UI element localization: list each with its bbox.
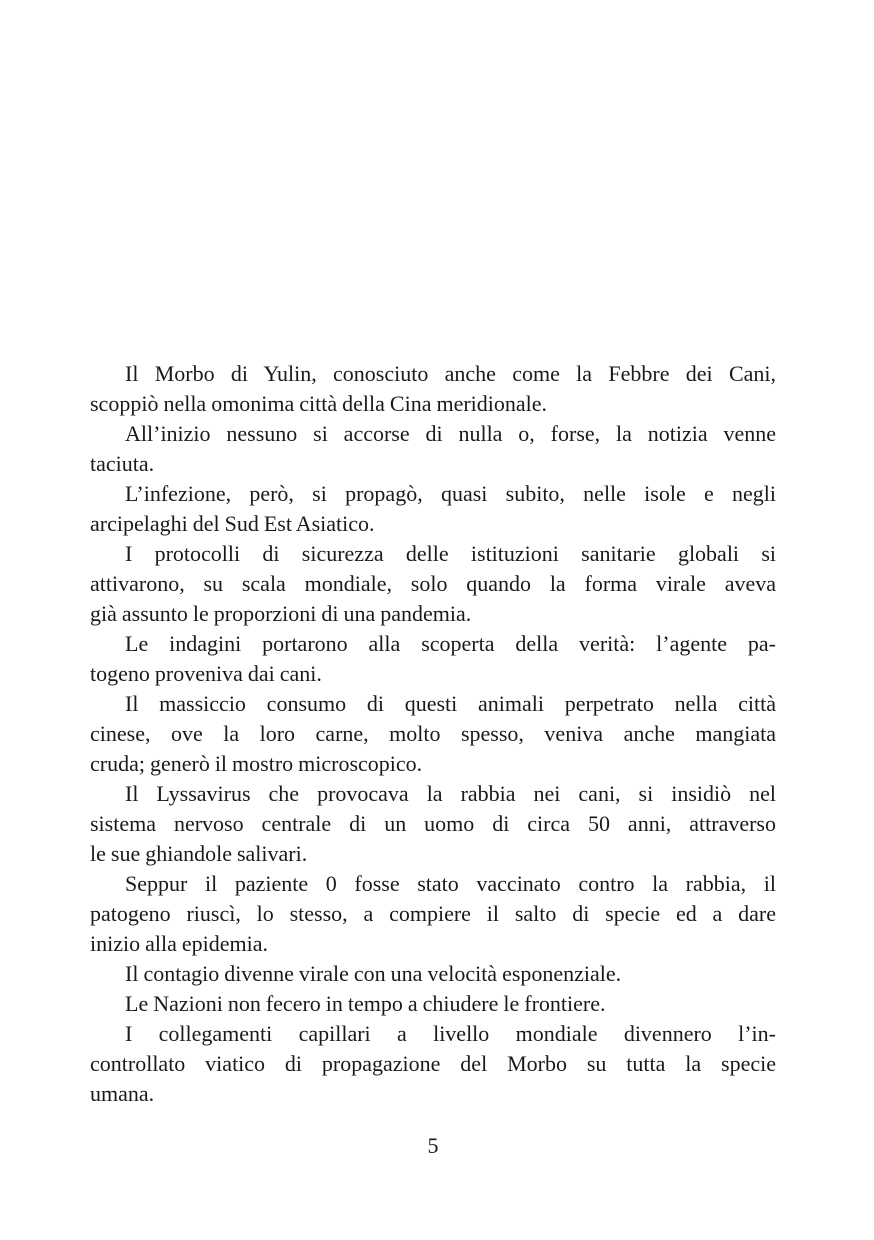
text-line: patogeno riuscì, lo stesso, a compiere il salto di specie ed a dare [90,901,776,926]
text-line: Il massiccio consumo di questi animali perpetrato nella città [125,691,776,716]
paragraph [90,419,776,479]
text-line: inizio alla epidemia. [90,931,268,956]
paragraph [90,869,776,959]
text-line: Seppur il paziente 0 fosse stato vaccinato contro la rabbia, il [125,871,776,896]
text-line: arcipelaghi del Sud Est Asiatico. [90,511,375,536]
paragraph [90,989,776,1019]
paragraph [90,1019,776,1109]
text-line: attivarono, su scala mondiale, solo quando la forma virale aveva [90,571,776,596]
paragraph [90,959,776,989]
text-line: già assunto le proporzioni di una pandemia. [90,601,472,626]
text-line: Il Morbo di Yulin, conosciuto anche come la Febbre dei Cani, [125,361,776,386]
paragraph [90,779,776,869]
text-line: sistema nervoso centrale di un uomo di circa 50 anni, attraverso [90,811,776,836]
text-line: umana. [90,1081,155,1106]
text-line: controllato viatico di propagazione del Morbo su tutta la specie [90,1051,776,1076]
text-line: I collegamenti capillari a livello mondiale divennero l’in- [125,1021,776,1046]
text-line: I protocolli di sicurezza delle istituzioni sanitarie globali si [125,541,776,566]
text-line: taciuta. [90,451,155,476]
paragraph [90,479,776,539]
text-line: Le Nazioni non fecero in tempo a chiudere le frontiere. [125,991,606,1016]
text-line: cinese, ove la loro carne, molto spesso, veniva anche mangiata [90,721,776,746]
text-line: L’infezione, però, si propagò, quasi subito, nelle isole e negli [125,481,776,506]
text-line: All’inizio nessuno si accorse di nulla o, forse, la notizia venne [125,421,776,446]
paragraph [90,539,776,629]
page-number: 5 [427,1133,439,1158]
page-text [90,359,776,1109]
paragraph [90,689,776,779]
text-line: Le indagini portarono alla scoperta della verità: l’agente pa- [125,631,776,656]
text-line: scoppiò nella omonima città della Cina meridionale. [90,391,548,416]
paragraph [90,359,776,419]
text-line: le sue ghiandole salivari. [90,841,308,866]
text-line: Il contagio divenne virale con una velocità esponenziale. [125,961,622,986]
text-line: togeno proveniva dai cani. [90,661,322,686]
text-line: cruda; generò il mostro microscopico. [90,751,423,776]
text-line: Il Lyssavirus che provocava la rabbia nei cani, si insidiò nel [125,781,776,806]
paragraph [90,629,776,689]
